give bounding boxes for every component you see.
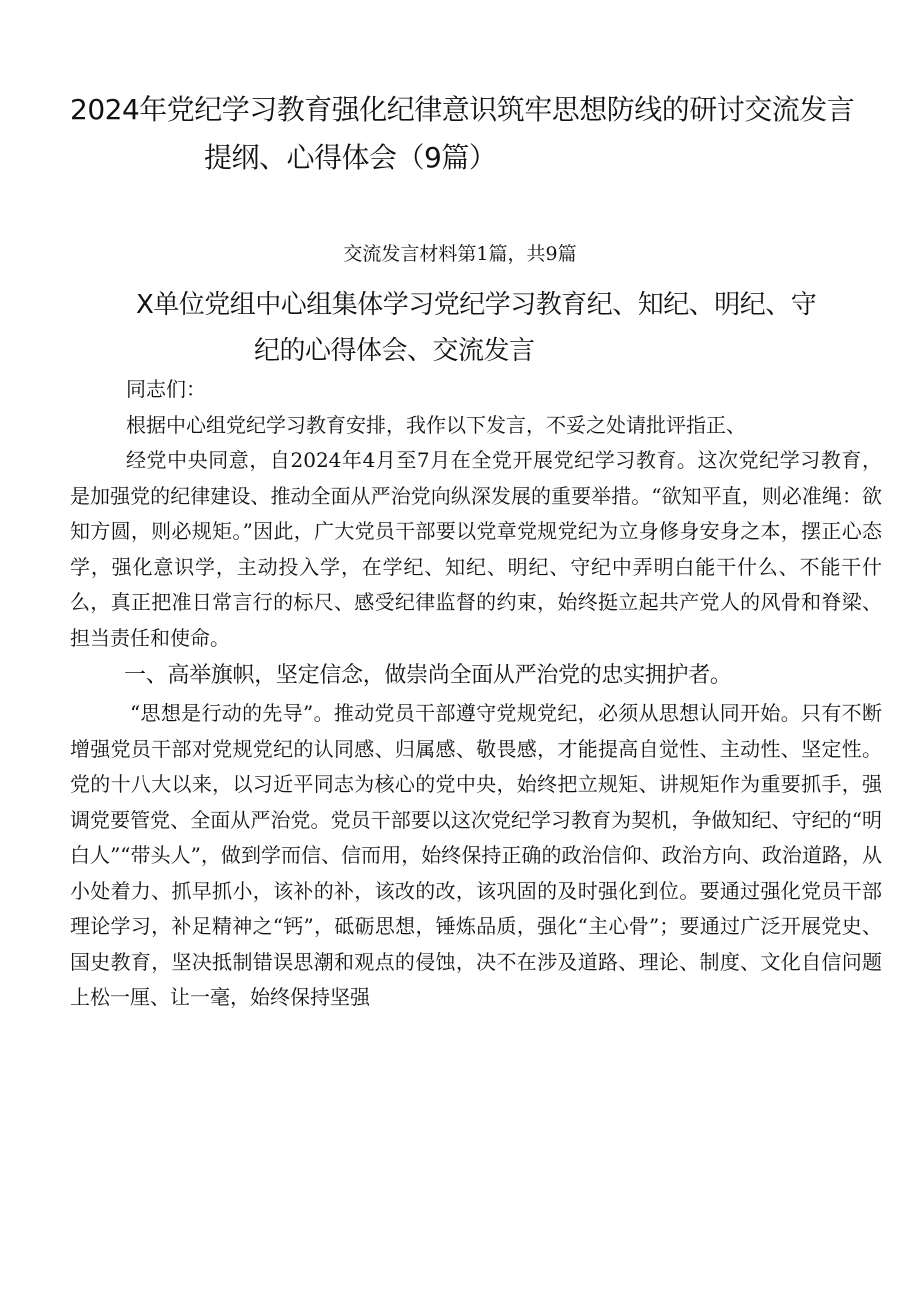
section-heading-1: 一、高举旗帜，坚定信念，做崇尚全面从严治党的忠实拥护者。	[124, 663, 732, 688]
greeting: 同志们：	[126, 377, 206, 401]
article-title-line-2: 纪的心得体会、交流发言	[254, 336, 535, 366]
article-title-line-1: X单位党组中心组集体学习党纪学习教育纪、知纪、明纪、守	[136, 290, 817, 320]
paragraph-background: 经党中央同意，自2024年4月至7月在全党开展党纪学习教育。这次党纪学习教育，是加强党的纪律建设、推动全面从严治党向纵深发展的重要举措。“欲知平直，则必准绳：欲知方圆，则必规矩。”因此，广大党员干部要以党章党规党纪为立身修身安身之本，摆正心态学，强化意识学，主动投入学，在学纪、知纪、明纪、守纪中弄明白能干什么、不能干什么，真正把准日常言行的标尺、感受纪律监督的约束，始终挺立起共产党人的风骨和脊梁、担当责任和使命。	[70, 448, 882, 650]
document-title-line-2: 提纲、心得体会（9篇）	[204, 141, 497, 174]
document-title-line-1: 2024年党纪学习教育强化纪律意识筑牢思想防线的研讨交流发言	[70, 93, 855, 126]
paragraph-section-1: “思想是行动的先导”。推动党员干部遵守党规党纪，必须从思想认同开始。只有不断增强党员干部对党规党纪的认同感、归属感、敬畏感，才能提高自觉性、主动性、坚定性。党的十八大以来，以习近平同志为核心的党中央，始终把立规矩、讲规矩作为重要抓手，强调党要管党、全面从严治党。党员干部要以这次党纪学习教育为契机，争做知纪、守纪的“明白人”“带头人”，做到学而信、信而用，始终保持正确的政治信仰、政治方向、政治道路，从小处着力、抓早抓小，该补的补，该改的改，该巩固的及时强化到位。要通过强化党员干部理论学习，补足精神之“钙”，砥砺思想，锤炼品质，强化“主心骨”；要通过广泛开展党史、国史教育，坚决抵制错误思潮和观点的侵蚀，决不在涉及道路、理论、制度、文化自信问题上松一厘、让一毫，始终保持坚强	[70, 701, 882, 1009]
series-note: 交流发言材料第1篇，共9篇	[343, 243, 577, 265]
document-title	[70, 86, 880, 182]
article-body	[70, 372, 882, 1016]
article-title	[136, 282, 896, 374]
paragraph-intro: 根据中心组党纪学习教育安排，我作以下发言，不妥之处请批评指正、	[126, 412, 746, 437]
